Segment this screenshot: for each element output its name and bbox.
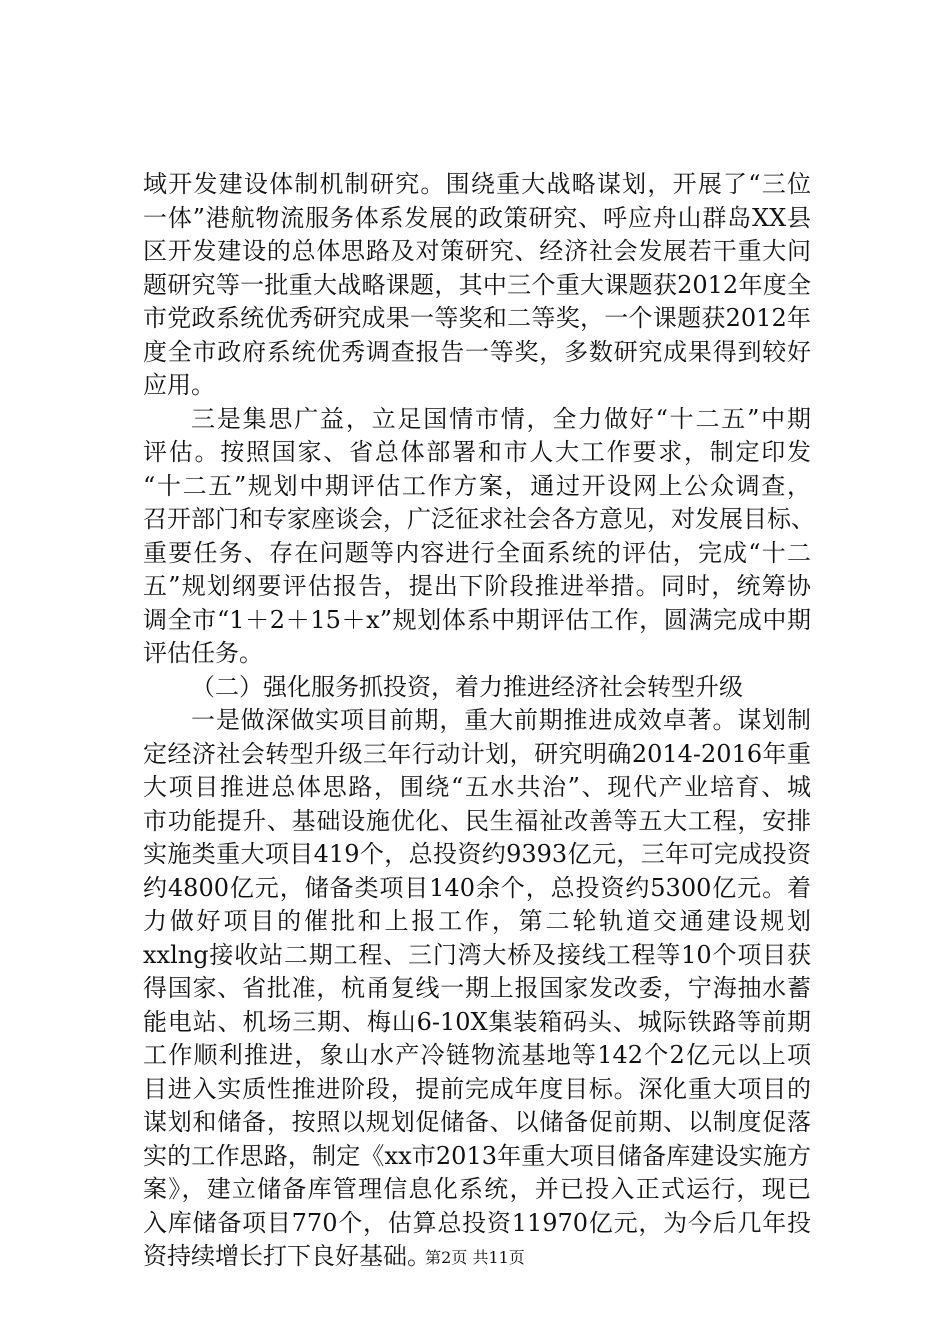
text-line: 得国家、省批准，杭甬复线一期上报国家发改委，宁海抽水蓄 xyxy=(143,974,811,1002)
text-line: 重要任务、存在问题等内容进行全面系统的评估，完成“十二 xyxy=(143,538,811,567)
text-line: 实的工作思路，制定《xx市2013年重大项目储备库建设实施方 xyxy=(143,1141,811,1170)
text-line: 入库储备项目770个，估算总投资11970亿元，为今后几年投 xyxy=(143,1208,811,1237)
text-line: 大项目推进总体思路，围绕“五水共治”、现代产业培育、城 xyxy=(143,773,811,801)
text-line: 域开发建设体制机制研究。围绕重大战略谋划，开展了“三位 xyxy=(143,170,811,198)
text-line-paragraph-end: 应用。 xyxy=(143,371,215,399)
page-number-footer: 第2页 共11页 xyxy=(425,1248,525,1267)
text-line: 约4800亿元，储备类项目140余个，总投资约5300亿元。着 xyxy=(143,873,811,902)
text-line: “十二五”规划中期评估工作方案，通过开设网上公众调查， xyxy=(143,471,811,500)
text-line: 五”规划纲要评估报告，提出下阶段推进举措。同时，统筹协 xyxy=(143,572,811,600)
document-body xyxy=(143,168,815,1274)
text-line: 市功能提升、基础设施优化、民生福祉改善等五大工程，安排 xyxy=(143,806,811,835)
text-line: 召开部门和专家座谈会，广泛征求社会各方意见，对发展目标、 xyxy=(143,505,815,533)
text-line: 工作顺利推进，象山水产冷链物流基地等142个2亿元以上项 xyxy=(143,1041,811,1069)
text-line-paragraph-end: 评估任务。 xyxy=(143,639,263,667)
text-line: 题研究等一批重大战略课题，其中三个重大课题获2012年度全 xyxy=(143,270,811,299)
text-line: 定经济社会转型升级三年行动计划，研究明确2014-2016年重 xyxy=(143,739,811,768)
text-line: 调全市“1＋2＋15＋x”规划体系中期评估工作，圆满完成中期 xyxy=(143,605,811,634)
text-line: 谋划和储备，按照以规划促储备、以储备促前期、以制度促落 xyxy=(143,1108,811,1136)
text-line: 评估。按照国家、省总体部署和市人大工作要求，制定印发 xyxy=(143,438,811,466)
text-line-paragraph-end: 资持续增长打下良好基础。 xyxy=(143,1242,431,1270)
text-line: xxlng接收站二期工程、三门湾大桥及接线工程等10个项目获 xyxy=(143,940,811,969)
text-line: 能电站、机场三期、梅山6-10X集装箱码头、城际铁路等前期 xyxy=(143,1007,811,1036)
text-line: 一体”港航物流服务体系发展的政策研究、呼应舟山群岛XX县 xyxy=(143,203,811,232)
section-heading: （二）强化服务抓投资，着力推进经济社会转型升级 xyxy=(191,672,743,701)
text-line: 市党政系统优秀研究成果一等奖和二等奖，一个课题获2012年 xyxy=(143,304,811,332)
text-line: 实施类重大项目419个，总投资约9393亿元，三年可完成投资 xyxy=(143,840,811,868)
text-line-paragraph-start: 三是集思广益，立足国情市情，全力做好“十二五”中期 xyxy=(191,404,811,433)
text-line: 案》，建立储备库管理信息化系统，并已投入正式运行，现已 xyxy=(143,1175,811,1203)
text-line: 力做好项目的催批和上报工作，第二轮轨道交通建设规划 xyxy=(143,907,811,935)
text-line: 度全市政府系统优秀调查报告一等奖，多数研究成果得到较好 xyxy=(143,337,811,366)
text-line: 区开发建设的总体思路及对策研究、经济社会发展若干重大问 xyxy=(143,237,811,265)
text-line-paragraph-start: 一是做深做实项目前期，重大前期推进成效卓著。谋划制 xyxy=(191,706,811,734)
text-line: 目进入实质性推进阶段，提前完成年度目标。深化重大项目的 xyxy=(143,1074,811,1103)
